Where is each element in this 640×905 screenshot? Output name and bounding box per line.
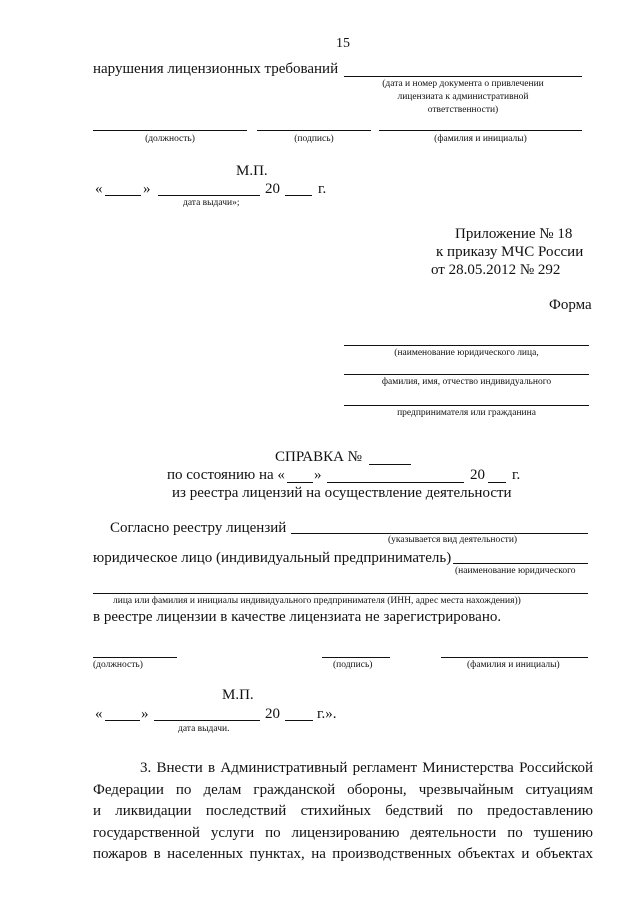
recipient-line-2	[344, 374, 589, 375]
bottom-date-year-suffix: г.».	[317, 706, 337, 722]
entity-caption-2: лица или фамилия и инициалы индивидуального предпринимателя (ИНН, адрес места нахождения))	[113, 596, 521, 606]
item-3-paragraph	[93, 758, 593, 866]
bottom-name-line	[441, 657, 588, 658]
certificate-title: СПРАВКА №	[275, 449, 362, 465]
violations-caption-3: ответственности)	[427, 105, 499, 115]
as-of-month-line	[327, 482, 464, 483]
signature-line	[257, 130, 371, 131]
bottom-signature-caption: (подпись)	[333, 660, 373, 670]
signature-caption: (подпись)	[294, 134, 334, 144]
form-label: Форма	[549, 297, 592, 313]
recipient-caption-1: (наименование юридического лица,	[394, 348, 539, 358]
recipient-caption-2: фамилия, имя, отчество индивидуального	[381, 377, 552, 387]
appendix-line-1: Приложение № 18	[455, 226, 573, 242]
item-3-line-2: Федерации по делам гражданской обороны, чрезвычайным ситуациям	[93, 781, 593, 798]
violations-line	[344, 76, 582, 77]
stamp-label: М.П.	[236, 163, 268, 179]
entity-label: юридическое лицо (индивидуальный предприниматель)	[93, 550, 452, 566]
date-open-quote: «	[95, 181, 103, 197]
recipient-line-1	[344, 345, 589, 346]
date-day-line	[105, 195, 141, 196]
item-3-line-3: и ликвидации последствий стихийных бедствий по предоставлению	[93, 803, 593, 819]
page-number: 15	[336, 36, 350, 51]
certificate-number-line	[369, 464, 411, 465]
bottom-name-caption: (фамилия и инициалы)	[467, 660, 560, 670]
certificate-subtitle: из реестра лицензий на осуществление деятельности	[172, 485, 512, 501]
position-line	[93, 130, 247, 131]
as-of-year: 20	[470, 467, 485, 483]
entity-line-2	[93, 593, 588, 594]
appendix-line-3: от 28.05.2012 № 292	[431, 262, 561, 278]
as-of-prefix: по состоянию на «	[167, 467, 285, 483]
bottom-date-year-line	[285, 720, 313, 721]
recipient-line-3	[344, 405, 589, 406]
bottom-date-month-line	[154, 720, 260, 721]
date-year: 20	[265, 181, 280, 197]
date-caption: дата выдачи»;	[183, 198, 240, 208]
item-3-line-5: пожаров в населенных пунктах, на производственных объектах и объектах	[93, 846, 593, 862]
name-caption: (фамилия и инициалы)	[434, 134, 527, 144]
violations-caption-1: (дата и номер документа о привлечении	[382, 79, 544, 89]
entity-caption: (наименование юридического	[455, 566, 576, 576]
bottom-position-caption: (должность)	[93, 660, 143, 670]
date-close-quote: »	[143, 181, 151, 197]
entity-line	[453, 563, 588, 564]
bottom-stamp-label: М.П.	[222, 687, 254, 703]
as-of-year-line	[488, 482, 506, 483]
registry-label: Согласно реестру лицензий	[110, 520, 287, 536]
item-3-line-4: государственной услуги по лицензированию деятельности по тушению	[93, 824, 593, 841]
bottom-date-year: 20	[265, 706, 280, 722]
as-of-suffix: г.	[512, 467, 521, 483]
bottom-position-line	[93, 657, 177, 658]
date-year-suffix: г.	[318, 181, 327, 197]
not-registered-text: в реестре лицензии в качестве лицензиата не зарегистрировано.	[93, 609, 502, 625]
bottom-date-close-quote: »	[141, 706, 149, 722]
bottom-date-caption: дата выдачи.	[178, 724, 230, 734]
date-month-line	[158, 195, 260, 196]
bottom-date-open-quote: «	[95, 706, 103, 722]
name-line	[379, 130, 582, 131]
item-3-line-1: 3. Внести в Административный регламент Министерства Российской	[140, 760, 593, 776]
bottom-signature-line	[322, 657, 390, 658]
violations-label: нарушения лицензионных требований	[93, 61, 339, 77]
violations-caption-2: лицензиата к административной	[397, 92, 529, 102]
bottom-date-day-line	[105, 720, 140, 721]
recipient-caption-3: предпринимателя или гражданина	[397, 408, 536, 418]
position-caption: (должность)	[145, 134, 195, 144]
as-of-day-line	[287, 482, 313, 483]
registry-line	[291, 533, 588, 534]
registry-caption: (указывается вид деятельности)	[388, 535, 518, 545]
as-of-close-quote: »	[314, 467, 322, 483]
appendix-line-2: к приказу МЧС России	[436, 244, 584, 260]
date-year-line	[285, 195, 312, 196]
